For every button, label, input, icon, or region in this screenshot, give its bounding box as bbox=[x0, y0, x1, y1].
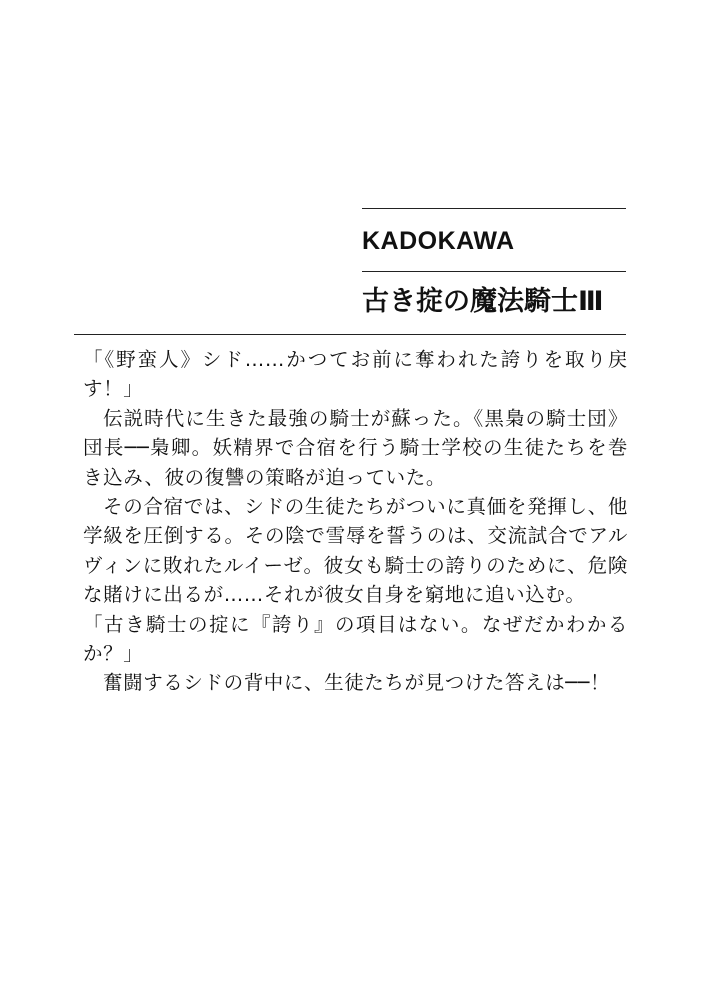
synopsis-quote-2: 「古き騎士の掟に『誇り』の項目はない。なぜだかわかるか？」 bbox=[83, 612, 628, 666]
publisher-name: KADOKAWA bbox=[362, 227, 515, 255]
synopsis bbox=[83, 345, 628, 698]
book-title: 古き掟の魔法騎士Ⅲ bbox=[362, 286, 604, 317]
top-divider bbox=[362, 208, 626, 209]
middle-divider bbox=[362, 271, 626, 272]
synopsis-paragraph-2: その合宿では、シドの生徒たちがついに真価を発揮し、他学級を圧倒する。その陰で雪辱を誓うのは、交流試合でアルヴィンに敗れたルイーゼ。彼女も騎士の誇りのために、危険な賭けに出るが……それが彼女自身を窮地に追い込む。 bbox=[83, 495, 628, 607]
bottom-divider bbox=[74, 334, 626, 335]
synopsis-quote-1: 「《野蛮人》シド……かつてお前に奪われた誇りを取り戻す！」 bbox=[83, 348, 628, 401]
synopsis-paragraph-3: 奮闘するシドの背中に、生徒たちが見つけた答えは──！ bbox=[103, 671, 611, 695]
synopsis-paragraph-1: 伝説時代に生きた最強の騎士が蘇った。《黒梟の騎士団》団長──梟卿。妖精界で合宿を行う騎士学校の生徒たちを巻き込み、彼の復讐の策略が迫っていた。 bbox=[83, 406, 628, 489]
